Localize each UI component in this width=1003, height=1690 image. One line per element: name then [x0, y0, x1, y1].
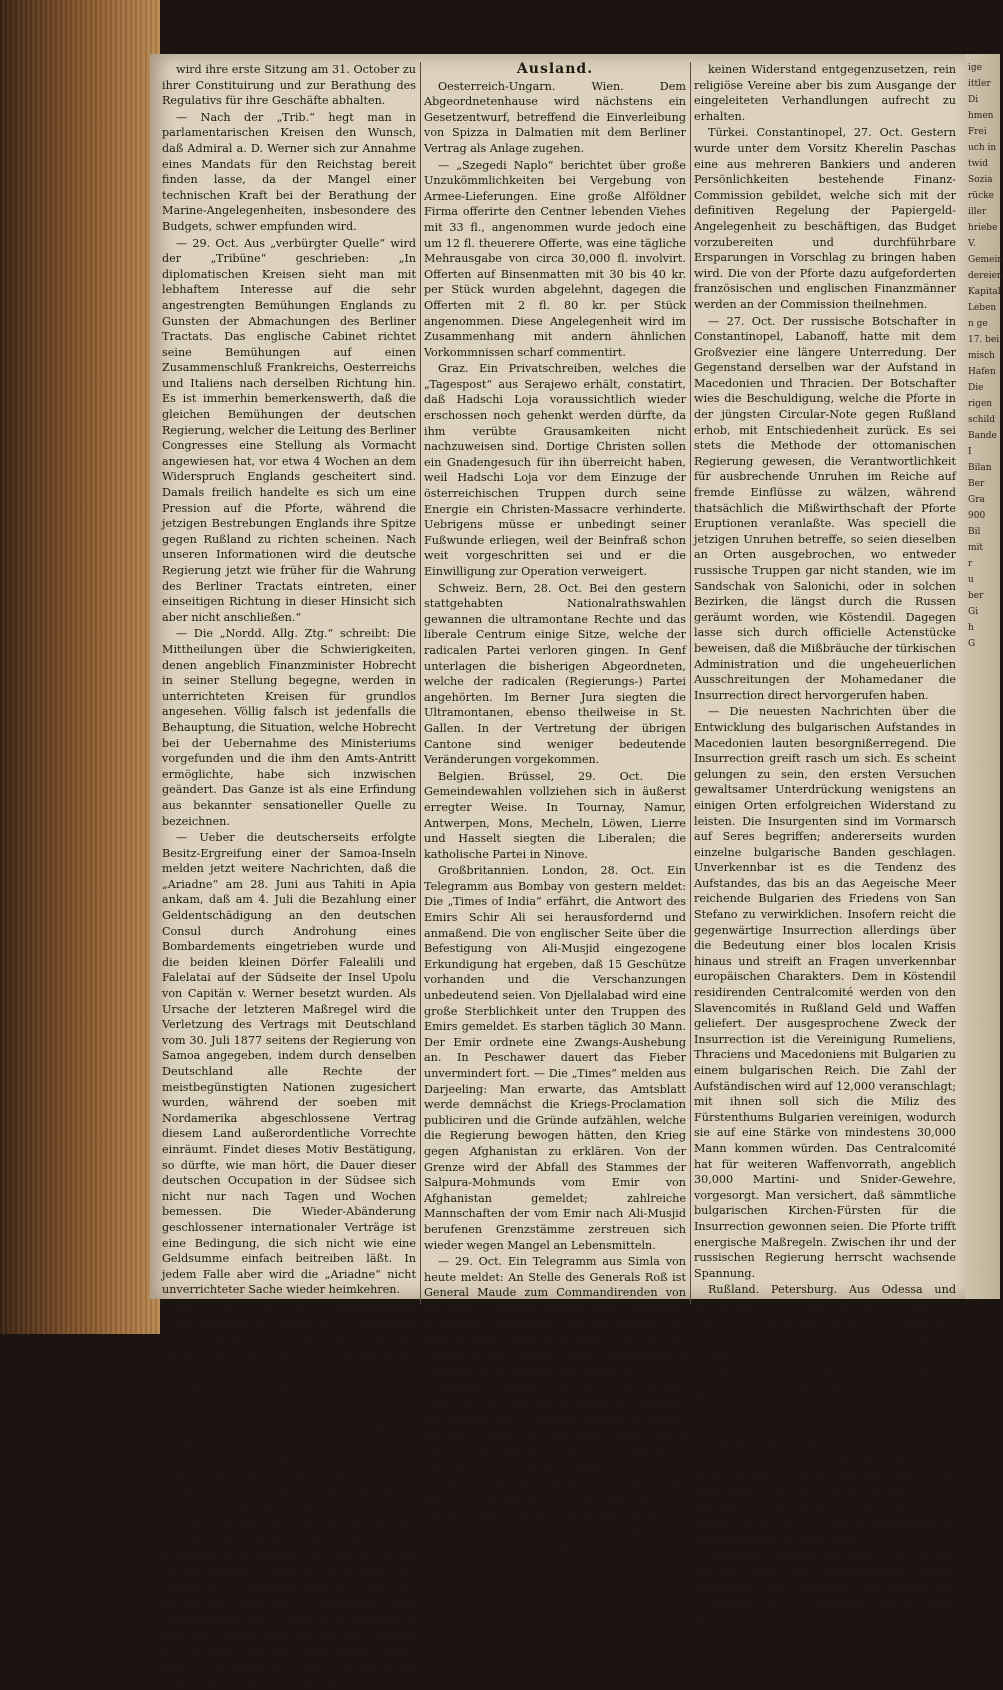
article-paragraph: — 29. Oct. Aus „verbürgter Quelle“ wird der „Tribüne“ geschrieben: „In diplomatischen Kreisen sieht man mit lebhaftem Interesse auf die sehr angestrengten Bemühungen Englands zu Gunsten der Abmachungen des Berliner Tractats. Das englische Cabinet richtet seine Bemühungen auf einen Zusammenschluß Frankreichs, Oesterreichs und Italiens nach derselben Richtung hin. Es ist immerhin bemerkenswerth, daß die gleichen Bemühungen der deutschen Regierung, welcher die Leitung des Berliner Congresses eine Stellung als Vormacht angewiesen hat, vor etwa 4 Wochen an dem Widerspruch Englands gescheitert sind. Damals freilich handelte es sich um eine Pression auf die Pforte, während die jetzigen Bestrebungen Englands ihre Spitze gegen Rußland zu richten scheinen. Nach unseren Informationen wird die deutsche Regierung jetzt wie früher für die Wahrung des Berliner Tractats eintreten, einer einseitigen Richtung in dieser Hinsicht sich aber nicht anschließen.“ [162, 236, 416, 624]
facing-page-fragment: r [968, 559, 973, 569]
article-paragraph: Karlsruhe, 24. Oct. Der Landtag ist heute wieder zusammengetreten. Beide Kammern beschlossen Deputationen an den Kaiser und den Großherzog, um ihre Theilnahme an den Ereignissen dieses Jahres zu bekunden. Vom Minister des Innern wurden Gesetzentwürfe vorgelegt, betreffend die städtischen Gemeinde-Steuern und die Anstellung weiblicher Lehrerinnen, vom Justizminister der Forststraf-Gesetzentwurf und eine Vorlage über das Rechtsverhältniß der Richter. Geheime Rath Lamey wurde durch Acclamation ohne Widerspruch wieder zum Präsidenten gewählt. [162, 1472, 416, 1689]
column-rule [690, 62, 691, 1304]
article-paragraph: wird ihre erste Sitzung am 31. October zu ihrer Constituirung und zur Berathung des Regulativs für ihre Geschäfte abhalten. [162, 63, 416, 108]
column-3 [694, 62, 956, 1626]
facing-page-fragment: h [968, 623, 974, 633]
facing-page-fragment: ige [968, 63, 982, 73]
facing-page-fragment: 900 [968, 511, 986, 521]
facing-page-fragment: V. [968, 239, 976, 249]
column-rule [420, 62, 421, 1304]
facing-page-fragment: misch [968, 351, 995, 361]
article-paragraph: Belgien. Brüssel, 29. Oct. Die Gemeindewahlen vollziehen sich in äußerst erregter Weise. In Tournay, Namur, Antwerpen, Mons, Mecheln, Löwen, Lierre und Hasselt siegten die Liberalen; die katholische Partei in Ninove. [424, 769, 686, 861]
article-paragraph: — 27. Oct. Der russische Botschafter in Constantinopel, Labanoff, hatte mit dem Großvezier eine längere Unterredung. Der Gegenstand derselben war der Aufstand in Macedonien und Thracien. Der Botschafter wies die Beschuldigung, welche die Pforte in der jüngsten Circular-Note gegen Rußland erhob, mit Entschiedenheit zurück. Es sei stets die Methode der ottomanischen Regierung gewesen, die Verantwortlichkeit für ausbrechende Unruhen im Reiche auf fremde Einflüsse zu wälzen, während thatsächlich die Mißwirthschaft der Pforte Eruptionen veranlaßte. Was speciell die jetzigen Unruhen betreffe, so seien dieselben an Orten ausgebrochen, wo entweder russische Truppen gar nicht standen, wie im Sandschak von Salonichi, oder in solchen Bezirken, die längst durch die Russen geräumt worden, wie Köstendil. Dagegen lasse sich durch officielle Actenstücke beweisen, daß die Mißbräuche der türkischen Administration und die ungeheuerlichen Ausschreitungen der Mohamedaner die Insurrection direct hervorgerufen haben. [694, 314, 956, 702]
article-paragraph: — Die „Nordd. Allg. Ztg.“ schreibt: Die Mittheilungen über die Schwierigkeiten, denen angeblich Finanzminister Hobrecht in seiner Stellung begegne, werden in unterrichteten Kreisen für grundlos angesehen. Völlig falsch ist jedenfalls die Behauptung, die Situation, welche Hobrecht bei der Uebernahme des Ministeriums vorgefunden und die ihm den Amts-Antritt ermöglichte, habe sich inzwischen geändert. Das Ganze ist als eine Erfindung aus bekannter sensationeller Quelle zu bezeichnen. [162, 627, 416, 828]
facing-page-fragment: Hafen [968, 367, 996, 377]
article-paragraph: — Ueber die deutscherseits erfolgte Besitz-Ergreifung einer der Samoa-Inseln melden jetzt weitere Nachrichten, daß die „Ariadne“ am 28. Juni aus Tahiti in Apia ankam, daß am 4. Juli die Bezahlung einer Geldentschädigung an den deutschen Consul durch Androhung eines Bombardements eingetrieben wurde und die beiden kleinen Dörfer Falealili und Falelatai auf der Südseite der Insel Upolu von Capitän v. Werner besetzt wurden. Als Ursache der letzteren Maßregel wird die Verletzung des Vertrags mit Deutschland vom 30. Juli 1877 seitens der Regierung von Samoa angegeben, indem durch denselben Deutschland alle Rechte der meistbegünstigten Nationen zugesichert wurden, während der soeben mit Nordamerika abgeschlossene Vertrag diesem Land außerordentliche Vorrechte einräumt. Findet dieses Motiv Bestätigung, so dürfte, wie man hört, die Dauer dieser deutschen Occupation in der Südsee sich nicht nur nach Tagen und Wochen bemessen. Die Wieder-Abänderung geschlossener internationaler Verträge ist eine Bedingung, die sich nicht wie eine Geldsumme einfach beitreiben läßt. In jedem Falle aber wird die „Ariadne“ nicht unverrichteter Sache wieder heimkehren. [162, 831, 416, 1297]
facing-page-fragment: Leben [968, 303, 997, 313]
facing-page-fragment: Ber [968, 479, 985, 489]
facing-page-fragment: uch in [968, 143, 997, 153]
facing-page-fragment: ittler [968, 79, 991, 89]
facing-page-fragment: Gra [968, 495, 985, 505]
article-paragraph: — Die neuesten Nachrichten über die Entwicklung des bulgarischen Aufstandes in Macedonien lauten besorgnißerregend. Die Insurrection greift rasch um sich. Es scheint gelungen zu sein, den ersten Versuchen gewaltsamer Unterdrückung wenigstens an einigen Orten erfolgreichen Widerstand zu leisten. Die Insurgenten sind im Vormarsch auf Seres begriffen; andererseits wurden einzelne bulgarische Banden geschlagen. Unverkennbar ist es die Tendenz des Aufstandes, das bis an das Aegeische Meer reichende Bulgarien des Friedens von San Stefano zu verwirklichen. Insofern reicht die gegenwärtige Insurrection allerdings über die Bedeutung einer blos localen Krisis hinaus und streift an Fragen unverkennbar europäischen Charakters. Dem in Köstendil residirenden Centralcomité werden von den Slavencomités in Rußland Geld und Waffen geliefert. Der ausgesprochene Zweck der Insurrection ist die Vereinigung Rumeliens, Thraciens und Macedoniens mit Bulgarien zu einem bulgarischen Reich. Die Zahl der Aufständischen wird auf 12,000 veranschlagt; mit ihnen soll sich die Miliz des Fürstenthums Bulgarien vereinigen, wodurch sie auf eine Stärke von mindestens 30,000 Mann kommen würden. Das Centralcomité hat für weiteren Waffenvorrath, angeblich 30,000 Martini- und Snider-Gewehre, vorgesorgt. Man versichert, daß sämmtliche bulgarischen Kirchen-Fürsten für die Insurrection gewonnen seien. Die Pforte trifft energische Maßregeln. Zwischen ihr und der russischen Regierung herrscht wachsende Spannung. [694, 705, 956, 1280]
facing-page-fragment: Bande [968, 431, 997, 441]
facing-page-fragment: schild [968, 415, 995, 425]
facing-page-fragment: iller [968, 207, 987, 217]
article-paragraph: keinen Widerstand entgegenzusetzen, rein religiöse Vereine aber bis zum Ausgange der eingeleiteten Verhandlungen aufrecht zu erhalten. [694, 63, 956, 123]
facing-page-edge [965, 54, 1003, 1299]
article-paragraph: Aegypten. Alexandrien. Durch Decret des Khedive wird der Finanzminister Wilson ermächtigt, ohne Aufnahme einer Anleihe von 8,500,000 Lstl. zu verhandeln, welche durch die [694, 1550, 956, 1626]
facing-page-fragment: ber [968, 591, 984, 601]
facing-page-fragment: Kapital [968, 287, 1001, 297]
book-binding [0, 0, 160, 1334]
facing-page-fragment: twid [968, 159, 988, 169]
article-paragraph: Kiel. Die jetzt hier stattfindenden Vernehmungen in Sachen des Untergangs des „Großen Kurfürsten“ sind von der „Kieler Ztg.“ durch die bis jetzt gepflogenen kriegsgerichtlichen Untersuchungen veranlaßt worden. Das Kriegsgericht selbst wird schwerlich noch in diesem Jahre zusammentreten und die Erledigung der ganzen Sache, welche beim Gardecorps anhängig ist, vor März nächstes Jahres nicht zu erwarten sein. [162, 1299, 416, 1469]
facing-page-fragment: Bil [968, 527, 981, 537]
column-2 [424, 61, 686, 1567]
facing-page-fragment: hmen [968, 111, 994, 121]
article-paragraph: Rußland. Petersburg. Aus Odessa und Sebastopol werden neue zur Verstärkung des russischen Armeebestandes in Rumelien bestimmte russische Truppentransporte signalisirt. [694, 1283, 956, 1359]
facing-page-fragment: Gi [968, 607, 979, 617]
article-paragraph: Großbritannien. London, 28. Oct. Ein Telegramm aus Bombay von gestern meldet: Die „Times of India“ erfährt, die Antwort des Emirs Schir Ali sei herausfordernd und anmaßend. Die von englischer Seite über die Befestigung von Ali-Musjid eingezogene Erkundigung hat ergeben, daß 15 Geschütze vorhanden und die Verschanzungen unbedeutend seien. Von Djellalabad wird eine große Sterblichkeit unter den Truppen des Emirs gemeldet. Es starben täglich 30 Mann. Der Emir ordnete eine Zwangs-Aushebung an. In Peschawer dauert das Fieber unvermindert fort. — Die „Times“ melden aus Darjeeling: Man erwarte, das Amtsblatt werde demnächst die Kriegs-Proclamation publiciren und die Gründe aufzählen, welche die Regierung bewogen hätten, den Krieg gegen Afghanistan zu erklären. Von der Grenze wird der Abfall des Stammes der Salpura-Mohmunds vom Emir von Afghanistan gemeldet; zahlreiche Mannschaften der vom Emir nach Ali-Musjid berufenen Grenzstämme zerstreuen sich wieder wegen Mangel an Lebensmitteln. [424, 864, 686, 1252]
facing-page-fragment: n ge [968, 319, 988, 329]
section-heading-ausland: Ausland. [516, 61, 594, 77]
facing-page-fragment: Die [968, 383, 984, 393]
facing-page-fragment: Bilan [968, 463, 992, 473]
column-1 [162, 62, 416, 1689]
article-paragraph: — Nach der „Trib.“ hegt man in parlamentarischen Kreisen den Wunsch, daß Admiral a. D. Werner sich zur Annahme eines Mandats für den Reichstag bereit finden lasse, da der Mangel einer technischen Kraft bei der Berathung der Marine-Angelegenheiten, insbesondere des Budgets, schwer empfunden wird. [162, 110, 416, 233]
facing-page-fragment: mit [968, 543, 984, 553]
facing-page-fragment: 17. bei [968, 335, 1000, 345]
facing-page-fragment: I [968, 447, 972, 457]
article-paragraph: — „Szegedi Naplo“ berichtet über große Unzukömmlichkeiten bei Vergebung von Armee-Lieferungen. Eine große Alföldner Firma offerirte den Centner lebenden Viehes mit 33 fl., angenommen wurde jedoch eine um 12 fl. theuerere Offerte, was eine tägliche Mehrausgabe von circa 30,000 fl. involvirt. Offerten auf Binsenmatten mit 30 bis 40 kr. per Stück wurden abgelehnt, dagegen die Offerten mit 2 fl. 80 kr. per Stück angenommen. Diese Angelegenheit wird im Zusammenhang mit andern ähnlichen Vorkommnissen scharf commentirt. [424, 158, 686, 359]
article-paragraph: Schweiz. Bern, 28. Oct. Bei den gestern stattgehabten Nationalrathswahlen gewannen die ultramontane Rechte und das liberale Centrum einige Sitze, welche der radicalen Partei verloren gingen. In Genf unterlagen die bisherigen Abgeordneten, welche der radicalen (Regierungs-) Partei angehörten. Im Berner Jura siegten die Ultramontanen, ebenso theilweise in St. Gallen. In der Vertretung der übrigen Cantone sind weniger bedeutende Veränderungen vorgekommen. [424, 581, 686, 767]
facing-page-fragment: Di [968, 95, 979, 105]
facing-page-fragment: Frei [968, 127, 987, 137]
article-paragraph: Oesterreich-Ungarn. Wien. Dem Abgeordnetenhause wird nächstens ein Gesetzentwurf, betreffend die Einverleibung von Spizza in Dalmatien mit dem Berliner Vertrag als Anlage zugehen. [424, 79, 686, 155]
facing-page-fragment: Sozia [968, 175, 993, 185]
article-paragraph: — 29. Oct. Ein Telegramm aus Simla von heute meldet: An Stelle des Generals Roß ist General Maude zum Commandirenden von Peschawer ernannt worden. Das Commando in Multan übernimmt General Stewart. Es sind Befehle ertheilt worden, um für die Transport von 20,000 Mann erforderlichen Vorräthe in Peschawer anzusammeln. [424, 1255, 686, 1378]
article-paragraph: Graz. Ein Privatschreiben, welches die „Tagespost“ aus Serajewo erhält, constatirt, daß Hadschi Loja voraussichtlich wieder erschossen noch gehenkt werden dürfte, da ihm verübte Grausamkeiten nicht nachzuweisen sind. Dortige Christen sollen ein Gnadengesuch für ihn überreicht haben, weil Hadschi Loja vor dem Einzuge der österreichischen Truppen durch seine Energie ein Christen-Massacre verhinderte. Uebrigens müsse er unbedingt seiner Fußwunde erliegen, weil der Beinfraß schon weit vorgeschritten sei und er die Einwilligung zur Operation verweigert. [424, 362, 686, 578]
facing-page-fragment: rigen [968, 399, 993, 409]
facing-page-fragment: G [968, 639, 976, 649]
facing-page-fragment: hriebe [968, 223, 998, 233]
article-paragraph: Warschau. Die Bauern bei Dubno in Volhynien haben eigenmächtig Güter dortiger Edelleute unter einander vertheilt, indem sie behaupten, der Zar habe den Bauern sämmtlichen Grundbesitz des dortigen polnischen Adels versprochen, welche Zusage nur durch Bestechung der Beamten bisher nicht ausgeführt wurde. Mehrere bäuerliche Rädelsführer wurden zwar verhaftet, doch offenbar nur pro forma, da die Güter noch immer nicht den früheren Eigenthümern zurückgegeben worden sind. [694, 1362, 956, 1547]
facing-page-fragment: rücke [968, 191, 994, 201]
article-paragraph: Italien. Rom. In Folge des Beschlusses der deutschen Regierung betreffs Auflösung von Vereinen hat die päpstliche Regierung an den deutschen Klerus Instructionen gesendet, worin demselben empfohlen wird, der gedachten Maßregel [424, 1475, 686, 1567]
article-paragraph: Türkei. Constantinopel, 27. Oct. Gestern wurde unter dem Vorsitz Kherelin Paschas eine aus mehreren Bankiers und anderen Persönlichkeiten bestehende Finanz-Commission gebildet, welche sich mit der definitiven Regelung der Papiergeld-Angelegenheit zu beschäftigen, das Budget vorzubereiten und durchführbare Ersparungen in Vorschlag zu bringen haben wird. Die von der Pforte dazu aufgeforderten französischen und englischen Finanzmänner werden an der Commission theilnehmen. [694, 126, 956, 311]
facing-page-fragment: u [968, 575, 974, 585]
facing-page-fragment: Gemein [968, 255, 1003, 265]
facing-page-fragment: dereien [968, 271, 1003, 281]
article-paragraph: Spanien. Madrid, 29. Oct. Die Polizei entdeckte 18 Flaschen Dynamit zu Chamberi bei Madrid. Drei Personen wurden verhaftet. Da der Urheber des Attentats, Oliva, einen Vertheidiger ablehnt, so wurde für denselben ein Official Vertheidiger ernannt. [424, 1380, 686, 1472]
